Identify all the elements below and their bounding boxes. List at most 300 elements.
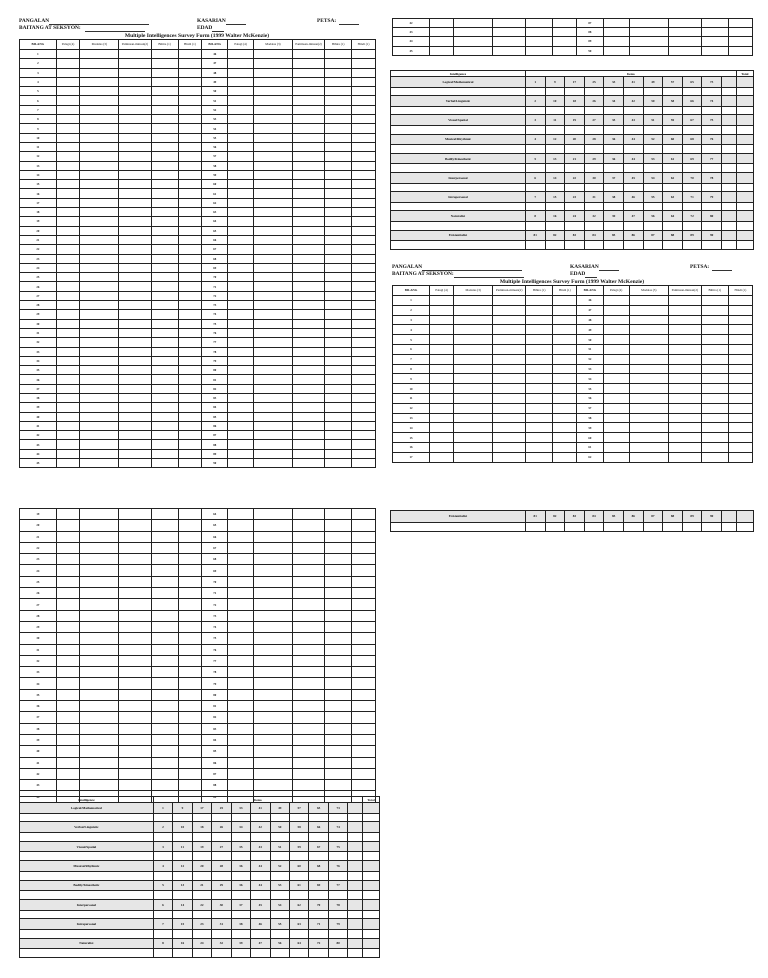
rating-cell[interactable] <box>493 413 526 423</box>
rating-cell[interactable] <box>178 161 202 170</box>
rating-cell[interactable] <box>493 384 526 394</box>
rating-cell[interactable] <box>178 554 202 565</box>
check-cell[interactable] <box>643 164 663 173</box>
rating-cell[interactable] <box>292 347 324 356</box>
rating-cell[interactable] <box>292 542 324 553</box>
rating-cell[interactable] <box>119 689 151 700</box>
rating-cell[interactable] <box>352 142 376 151</box>
rating-cell[interactable] <box>553 354 577 364</box>
check-cell[interactable] <box>525 164 545 173</box>
rating-cell[interactable] <box>228 565 254 576</box>
rating-cell[interactable] <box>80 328 119 337</box>
rating-cell[interactable] <box>56 301 80 310</box>
check-cell[interactable] <box>721 183 736 192</box>
rating-cell[interactable] <box>56 599 80 610</box>
rating-cell[interactable] <box>228 115 254 124</box>
rating-cell[interactable] <box>119 421 151 430</box>
rating-cell[interactable] <box>325 621 352 632</box>
check-cell[interactable] <box>212 871 231 880</box>
rating-cell[interactable] <box>352 366 376 375</box>
rating-cell[interactable] <box>526 442 553 452</box>
rating-cell[interactable] <box>56 780 80 791</box>
rating-cell[interactable] <box>454 37 493 46</box>
rating-cell[interactable] <box>629 374 668 384</box>
rating-cell[interactable] <box>325 87 352 96</box>
rating-cell[interactable] <box>603 442 629 452</box>
rating-cell[interactable] <box>119 746 151 757</box>
rating-cell[interactable] <box>701 325 728 335</box>
rating-cell[interactable] <box>454 384 493 394</box>
rating-cell[interactable] <box>728 46 752 55</box>
check-cell[interactable] <box>545 125 565 134</box>
check-cell[interactable] <box>309 891 328 900</box>
rating-cell[interactable] <box>80 678 119 689</box>
rating-cell[interactable] <box>325 217 352 226</box>
rating-cell[interactable] <box>119 133 151 142</box>
check-cell[interactable] <box>623 183 643 192</box>
check-cell[interactable] <box>643 221 663 230</box>
rating-cell[interactable] <box>56 77 80 86</box>
rating-cell[interactable] <box>254 152 293 161</box>
rating-cell[interactable] <box>325 384 352 393</box>
check-cell[interactable] <box>604 202 624 211</box>
rating-cell[interactable] <box>668 296 701 306</box>
rating-cell[interactable] <box>254 780 293 791</box>
rating-cell[interactable] <box>151 621 178 632</box>
check-cell[interactable] <box>348 929 363 938</box>
rating-cell[interactable] <box>228 459 254 468</box>
rating-cell[interactable] <box>352 449 376 458</box>
rating-cell[interactable] <box>80 509 119 520</box>
check-cell[interactable] <box>736 241 753 250</box>
rating-cell[interactable] <box>553 452 577 462</box>
rating-cell[interactable] <box>292 440 324 449</box>
rating-cell[interactable] <box>228 588 254 599</box>
rating-cell[interactable] <box>119 384 151 393</box>
rating-cell[interactable] <box>325 310 352 319</box>
rating-cell[interactable] <box>292 459 324 468</box>
check-cell[interactable] <box>584 87 604 96</box>
rating-cell[interactable] <box>701 384 728 394</box>
check-cell[interactable] <box>251 852 270 861</box>
rating-cell[interactable] <box>325 633 352 644</box>
rating-cell[interactable] <box>80 96 119 105</box>
rating-cell[interactable] <box>80 282 119 291</box>
rating-cell[interactable] <box>292 701 324 712</box>
rating-cell[interactable] <box>728 296 752 306</box>
total-cell[interactable] <box>736 192 753 203</box>
rating-cell[interactable] <box>325 105 352 114</box>
check-cell[interactable] <box>682 87 702 96</box>
rating-cell[interactable] <box>454 354 493 364</box>
rating-cell[interactable] <box>254 621 293 632</box>
rating-cell[interactable] <box>228 449 254 458</box>
rating-cell[interactable] <box>292 644 324 655</box>
check-cell[interactable] <box>623 202 643 211</box>
rating-cell[interactable] <box>629 354 668 364</box>
check-cell[interactable] <box>270 891 289 900</box>
rating-cell[interactable] <box>151 170 178 179</box>
rating-cell[interactable] <box>352 689 376 700</box>
rating-cell[interactable] <box>228 689 254 700</box>
rating-cell[interactable] <box>80 440 119 449</box>
rating-cell[interactable] <box>151 723 178 734</box>
rating-cell[interactable] <box>178 96 202 105</box>
rating-cell[interactable] <box>352 678 376 689</box>
rating-cell[interactable] <box>553 442 577 452</box>
check-cell[interactable] <box>565 202 585 211</box>
rating-cell[interactable] <box>526 28 553 37</box>
rating-cell[interactable] <box>553 403 577 413</box>
check-cell[interactable] <box>251 949 270 958</box>
rating-cell[interactable] <box>292 403 324 412</box>
rating-cell[interactable] <box>228 105 254 114</box>
check-cell[interactable] <box>212 929 231 938</box>
check-cell[interactable] <box>736 202 753 211</box>
check-cell[interactable] <box>328 813 347 822</box>
rating-cell[interactable] <box>325 226 352 235</box>
rating-cell[interactable] <box>80 768 119 779</box>
rating-cell[interactable] <box>526 325 553 335</box>
total-cell[interactable] <box>363 899 380 910</box>
rating-cell[interactable] <box>228 723 254 734</box>
rating-cell[interactable] <box>493 315 526 325</box>
baitang-field[interactable] <box>85 31 145 32</box>
rating-cell[interactable] <box>325 678 352 689</box>
rating-cell[interactable] <box>292 621 324 632</box>
rating-cell[interactable] <box>668 19 701 28</box>
rating-cell[interactable] <box>80 273 119 282</box>
rating-cell[interactable] <box>56 633 80 644</box>
rating-cell[interactable] <box>325 282 352 291</box>
check-cell[interactable] <box>623 106 643 115</box>
rating-cell[interactable] <box>178 170 202 179</box>
rating-cell[interactable] <box>493 335 526 345</box>
rating-cell[interactable] <box>151 554 178 565</box>
rating-cell[interactable] <box>178 712 202 723</box>
rating-cell[interactable] <box>629 413 668 423</box>
rating-cell[interactable] <box>325 301 352 310</box>
rating-cell[interactable] <box>151 678 178 689</box>
rating-cell[interactable] <box>325 115 352 124</box>
rating-cell[interactable] <box>228 768 254 779</box>
rating-cell[interactable] <box>352 734 376 745</box>
check-cell[interactable] <box>348 833 363 842</box>
rating-cell[interactable] <box>292 565 324 576</box>
rating-cell[interactable] <box>325 77 352 86</box>
check-cell[interactable] <box>328 910 347 919</box>
check-cell[interactable] <box>682 522 702 532</box>
rating-cell[interactable] <box>228 403 254 412</box>
rating-cell[interactable] <box>526 384 553 394</box>
rating-cell[interactable] <box>228 87 254 96</box>
rating-cell[interactable] <box>629 423 668 433</box>
rating-cell[interactable] <box>629 325 668 335</box>
rating-cell[interactable] <box>119 273 151 282</box>
rating-cell[interactable] <box>254 254 293 263</box>
rating-cell[interactable] <box>80 780 119 791</box>
rating-cell[interactable] <box>352 273 376 282</box>
rating-cell[interactable] <box>151 509 178 520</box>
check-cell[interactable] <box>682 202 702 211</box>
check-cell[interactable] <box>663 106 683 115</box>
rating-cell[interactable] <box>254 282 293 291</box>
check-cell[interactable] <box>604 522 624 532</box>
rating-cell[interactable] <box>668 37 701 46</box>
rating-cell[interactable] <box>325 273 352 282</box>
rating-cell[interactable] <box>228 644 254 655</box>
rating-cell[interactable] <box>56 421 80 430</box>
rating-cell[interactable] <box>119 96 151 105</box>
rating-cell[interactable] <box>493 305 526 315</box>
rating-cell[interactable] <box>56 412 80 421</box>
check-cell[interactable] <box>251 871 270 880</box>
rating-cell[interactable] <box>325 610 352 621</box>
rating-cell[interactable] <box>178 356 202 365</box>
rating-cell[interactable] <box>178 50 202 59</box>
check-cell[interactable] <box>584 145 604 154</box>
check-cell[interactable] <box>565 106 585 115</box>
rating-cell[interactable] <box>352 712 376 723</box>
rating-cell[interactable] <box>325 142 352 151</box>
rating-cell[interactable] <box>151 198 178 207</box>
rating-cell[interactable] <box>56 68 80 77</box>
check-cell[interactable] <box>721 164 736 173</box>
total-cell[interactable] <box>363 938 380 949</box>
rating-cell[interactable] <box>553 393 577 403</box>
rating-cell[interactable] <box>352 217 376 226</box>
check-cell[interactable] <box>663 164 683 173</box>
check-cell[interactable] <box>525 202 545 211</box>
rating-cell[interactable] <box>430 423 454 433</box>
rating-cell[interactable] <box>352 347 376 356</box>
rating-cell[interactable] <box>80 68 119 77</box>
check-cell[interactable] <box>721 241 736 250</box>
rating-cell[interactable] <box>254 712 293 723</box>
rating-cell[interactable] <box>526 305 553 315</box>
rating-cell[interactable] <box>454 305 493 315</box>
rating-cell[interactable] <box>178 621 202 632</box>
rating-cell[interactable] <box>56 621 80 632</box>
rating-cell[interactable] <box>119 328 151 337</box>
rating-cell[interactable] <box>178 588 202 599</box>
rating-cell[interactable] <box>119 319 151 328</box>
rating-cell[interactable] <box>80 449 119 458</box>
rating-cell[interactable] <box>668 374 701 384</box>
rating-cell[interactable] <box>603 384 629 394</box>
check-cell[interactable] <box>565 145 585 154</box>
rating-cell[interactable] <box>430 442 454 452</box>
check-cell[interactable] <box>604 106 624 115</box>
rating-cell[interactable] <box>668 442 701 452</box>
rating-cell[interactable] <box>292 208 324 217</box>
rating-cell[interactable] <box>228 712 254 723</box>
rating-cell[interactable] <box>119 712 151 723</box>
rating-cell[interactable] <box>151 310 178 319</box>
check-cell[interactable] <box>231 833 250 842</box>
rating-cell[interactable] <box>228 291 254 300</box>
rating-cell[interactable] <box>325 757 352 768</box>
rating-cell[interactable] <box>526 423 553 433</box>
rating-cell[interactable] <box>254 96 293 105</box>
rating-cell[interactable] <box>178 384 202 393</box>
rating-cell[interactable] <box>56 208 80 217</box>
check-cell[interactable] <box>289 949 308 958</box>
rating-cell[interactable] <box>292 599 324 610</box>
check-cell[interactable] <box>363 813 380 822</box>
check-cell[interactable] <box>525 241 545 250</box>
rating-cell[interactable] <box>668 413 701 423</box>
rating-cell[interactable] <box>56 217 80 226</box>
check-cell[interactable] <box>623 125 643 134</box>
rating-cell[interactable] <box>454 46 493 55</box>
rating-cell[interactable] <box>56 520 80 531</box>
rating-cell[interactable] <box>178 254 202 263</box>
rating-cell[interactable] <box>80 375 119 384</box>
rating-cell[interactable] <box>629 344 668 354</box>
rating-cell[interactable] <box>254 655 293 666</box>
rating-cell[interactable] <box>151 105 178 114</box>
rating-cell[interactable] <box>292 77 324 86</box>
rating-cell[interactable] <box>80 565 119 576</box>
rating-cell[interactable] <box>178 403 202 412</box>
rating-cell[interactable] <box>325 198 352 207</box>
check-cell[interactable] <box>212 813 231 822</box>
rating-cell[interactable] <box>80 459 119 468</box>
rating-cell[interactable] <box>178 421 202 430</box>
rating-cell[interactable] <box>254 319 293 328</box>
rating-cell[interactable] <box>526 403 553 413</box>
edad-field[interactable] <box>212 31 224 32</box>
rating-cell[interactable] <box>292 263 324 272</box>
rating-cell[interactable] <box>352 655 376 666</box>
check-cell[interactable] <box>153 833 172 842</box>
rating-cell[interactable] <box>553 305 577 315</box>
check-cell[interactable] <box>363 929 380 938</box>
rating-cell[interactable] <box>352 124 376 133</box>
rating-cell[interactable] <box>80 338 119 347</box>
rating-cell[interactable] <box>352 291 376 300</box>
rating-cell[interactable] <box>325 338 352 347</box>
check-cell[interactable] <box>525 106 545 115</box>
rating-cell[interactable] <box>352 412 376 421</box>
rating-cell[interactable] <box>178 565 202 576</box>
rating-cell[interactable] <box>254 701 293 712</box>
rating-cell[interactable] <box>325 531 352 542</box>
check-cell[interactable] <box>565 183 585 192</box>
rating-cell[interactable] <box>603 19 629 28</box>
rating-cell[interactable] <box>325 375 352 384</box>
rating-cell[interactable] <box>119 254 151 263</box>
rating-cell[interactable] <box>701 296 728 306</box>
rating-cell[interactable] <box>292 50 324 59</box>
rating-cell[interactable] <box>80 87 119 96</box>
rating-cell[interactable] <box>228 142 254 151</box>
rating-cell[interactable] <box>292 142 324 151</box>
check-cell[interactable] <box>604 87 624 96</box>
rating-cell[interactable] <box>728 403 752 413</box>
rating-cell[interactable] <box>254 310 293 319</box>
rating-cell[interactable] <box>56 393 80 402</box>
rating-cell[interactable] <box>80 701 119 712</box>
rating-cell[interactable] <box>119 226 151 235</box>
check-cell[interactable] <box>736 145 753 154</box>
check-cell[interactable] <box>173 813 192 822</box>
rating-cell[interactable] <box>352 431 376 440</box>
rating-cell[interactable] <box>178 734 202 745</box>
total-cell[interactable] <box>736 211 753 222</box>
rating-cell[interactable] <box>80 208 119 217</box>
rating-cell[interactable] <box>292 328 324 337</box>
rating-cell[interactable] <box>56 712 80 723</box>
rating-cell[interactable] <box>292 356 324 365</box>
rating-cell[interactable] <box>56 319 80 328</box>
check-cell[interactable] <box>231 910 250 919</box>
rating-cell[interactable] <box>228 621 254 632</box>
rating-cell[interactable] <box>178 610 202 621</box>
rating-cell[interactable] <box>668 315 701 325</box>
rating-cell[interactable] <box>254 384 293 393</box>
rating-cell[interactable] <box>292 768 324 779</box>
rating-cell[interactable] <box>292 520 324 531</box>
rating-cell[interactable] <box>56 554 80 565</box>
rating-cell[interactable] <box>325 263 352 272</box>
rating-cell[interactable] <box>228 576 254 587</box>
rating-cell[interactable] <box>178 599 202 610</box>
rating-cell[interactable] <box>56 667 80 678</box>
rating-cell[interactable] <box>454 374 493 384</box>
rating-cell[interactable] <box>119 263 151 272</box>
check-cell[interactable] <box>604 164 624 173</box>
check-cell[interactable] <box>643 202 663 211</box>
rating-cell[interactable] <box>454 393 493 403</box>
rating-cell[interactable] <box>526 364 553 374</box>
rating-cell[interactable] <box>151 338 178 347</box>
rating-cell[interactable] <box>254 412 293 421</box>
rating-cell[interactable] <box>603 374 629 384</box>
rating-cell[interactable] <box>151 712 178 723</box>
rating-cell[interactable] <box>119 412 151 421</box>
rating-cell[interactable] <box>178 68 202 77</box>
rating-cell[interactable] <box>292 59 324 68</box>
check-cell[interactable] <box>251 910 270 919</box>
rating-cell[interactable] <box>254 115 293 124</box>
rating-cell[interactable] <box>228 217 254 226</box>
rating-cell[interactable] <box>254 226 293 235</box>
rating-cell[interactable] <box>178 59 202 68</box>
rating-cell[interactable] <box>325 599 352 610</box>
rating-cell[interactable] <box>178 576 202 587</box>
rating-cell[interactable] <box>80 421 119 430</box>
check-cell[interactable] <box>565 125 585 134</box>
rating-cell[interactable] <box>151 734 178 745</box>
check-cell[interactable] <box>348 949 363 958</box>
rating-cell[interactable] <box>553 384 577 394</box>
rating-cell[interactable] <box>292 734 324 745</box>
rating-cell[interactable] <box>603 354 629 364</box>
rating-cell[interactable] <box>454 403 493 413</box>
rating-cell[interactable] <box>151 291 178 300</box>
rating-cell[interactable] <box>430 305 454 315</box>
rating-cell[interactable] <box>80 217 119 226</box>
rating-cell[interactable] <box>325 655 352 666</box>
rating-cell[interactable] <box>151 356 178 365</box>
rating-cell[interactable] <box>119 403 151 412</box>
rating-cell[interactable] <box>228 421 254 430</box>
rating-cell[interactable] <box>119 161 151 170</box>
rating-cell[interactable] <box>80 667 119 678</box>
rating-cell[interactable] <box>292 431 324 440</box>
